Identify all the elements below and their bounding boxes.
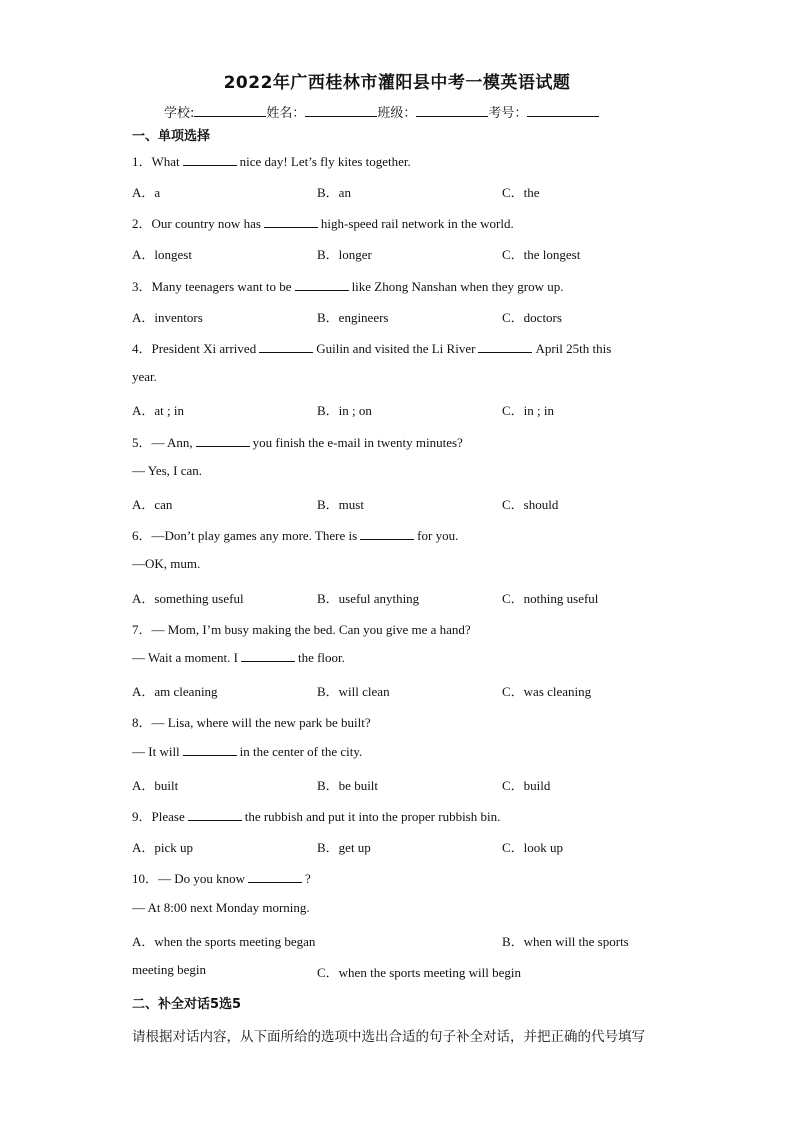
answer-blank[interactable]: [264, 216, 318, 228]
class-blank[interactable]: [416, 104, 488, 117]
option-b[interactable]: B．longer: [317, 247, 372, 262]
option-a[interactable]: A．at ; in: [132, 403, 184, 418]
option-c[interactable]: C．the: [502, 185, 540, 200]
option-c[interactable]: C．was cleaning: [502, 684, 592, 699]
section-heading-1: 一、单项选择: [132, 129, 211, 144]
answer-blank[interactable]: [188, 809, 242, 821]
question-6: 6．—Don’t play games any more. There is for you.: [132, 528, 459, 543]
question-5: 5．— Ann, you finish the e-mail in twenty minutes?: [132, 435, 463, 450]
answer-blank[interactable]: [295, 279, 349, 291]
question-8-reply: — It will in the center of the city.: [132, 744, 363, 759]
option-b[interactable]: B．will clean: [317, 684, 390, 699]
option-a[interactable]: A．am cleaning: [132, 684, 218, 699]
option-c[interactable]: C．doctors: [502, 310, 562, 325]
answer-blank[interactable]: [183, 744, 237, 756]
name-label: 姓名：: [266, 106, 306, 121]
option-a[interactable]: A．pick up: [132, 840, 194, 855]
question-10-reply: — At 8:00 next Monday morning.: [132, 900, 310, 915]
answer-blank[interactable]: [259, 341, 313, 353]
option-b[interactable]: B．an: [317, 185, 351, 200]
answer-blank[interactable]: [196, 435, 250, 447]
number-label: 考号：: [488, 106, 528, 121]
question-4: 4．President Xi arrived Guilin and visited the Li River April 25th this: [132, 341, 612, 356]
option-b[interactable]: B．get up: [317, 840, 371, 855]
name-blank[interactable]: [305, 104, 377, 117]
number-blank[interactable]: [527, 104, 599, 117]
question-2: 2．Our country now has high-speed rail network in the world.: [132, 216, 514, 231]
answer-blank[interactable]: [241, 650, 295, 662]
page-title: 2022年广西桂林市灌阳县中考一模英语试题: [223, 73, 571, 93]
option-c[interactable]: C．nothing useful: [502, 591, 599, 606]
class-label: 班级：: [377, 106, 417, 121]
question-10: 10．— Do you know ?: [132, 871, 311, 886]
question-3: 3．Many teenagers want to be like Zhong Nanshan when they grow up.: [132, 279, 564, 294]
question-7: 7．— Mom, I’m busy making the bed. Can you give me a hand?: [132, 622, 471, 637]
question-6-reply: —OK, mum.: [132, 556, 201, 571]
option-b[interactable]: B．be built: [317, 778, 379, 793]
option-c[interactable]: C．the longest: [502, 247, 581, 262]
school-label: 学校:: [164, 106, 195, 121]
option-c[interactable]: C．build: [502, 778, 551, 793]
option-a[interactable]: A．can: [132, 497, 173, 512]
question-9: 9．Please the rubbish and put it into the proper rubbish bin.: [132, 809, 501, 824]
answer-blank[interactable]: [248, 871, 302, 883]
option-b-continued[interactable]: meeting begin: [132, 962, 207, 977]
answer-blank[interactable]: [183, 154, 237, 166]
question-7-reply: — Wait a moment. I the floor.: [132, 650, 345, 665]
option-a[interactable]: A．when the sports meeting began: [132, 934, 316, 949]
answer-blank[interactable]: [478, 341, 532, 353]
option-b[interactable]: B．in ; on: [317, 403, 372, 418]
option-a[interactable]: A．something useful: [132, 591, 244, 606]
option-c[interactable]: C．look up: [502, 840, 564, 855]
option-b[interactable]: B．useful anything: [317, 591, 420, 606]
option-c[interactable]: C．should: [502, 497, 559, 512]
answer-blank[interactable]: [360, 528, 414, 540]
option-a[interactable]: A．longest: [132, 247, 192, 262]
question-8: 8．— Lisa, where will the new park be built?: [132, 715, 371, 730]
option-a[interactable]: A．built: [132, 778, 179, 793]
option-c[interactable]: C．when the sports meeting will begin: [317, 965, 522, 980]
option-b[interactable]: B．must: [317, 497, 364, 512]
option-a[interactable]: A．a: [132, 185, 161, 200]
student-info-line: [164, 102, 599, 121]
option-b[interactable]: B．when will the sports: [502, 934, 629, 949]
school-blank[interactable]: [194, 104, 266, 117]
option-a[interactable]: A．inventors: [132, 310, 203, 325]
question-4-continued: year.: [132, 369, 157, 384]
option-b[interactable]: B．engineers: [317, 310, 389, 325]
option-c[interactable]: C．in ; in: [502, 403, 555, 418]
question-5-reply: — Yes, I can.: [132, 463, 203, 478]
question-1: 1．What nice day! Let’s fly kites together.: [132, 154, 411, 169]
section-instruction: 请根据对话内容，从下面所给的选项中选出合适的句子补全对话，并把正确的代号填写: [132, 1029, 645, 1045]
section-heading-2: 二、补全对话5选5: [132, 997, 242, 1012]
